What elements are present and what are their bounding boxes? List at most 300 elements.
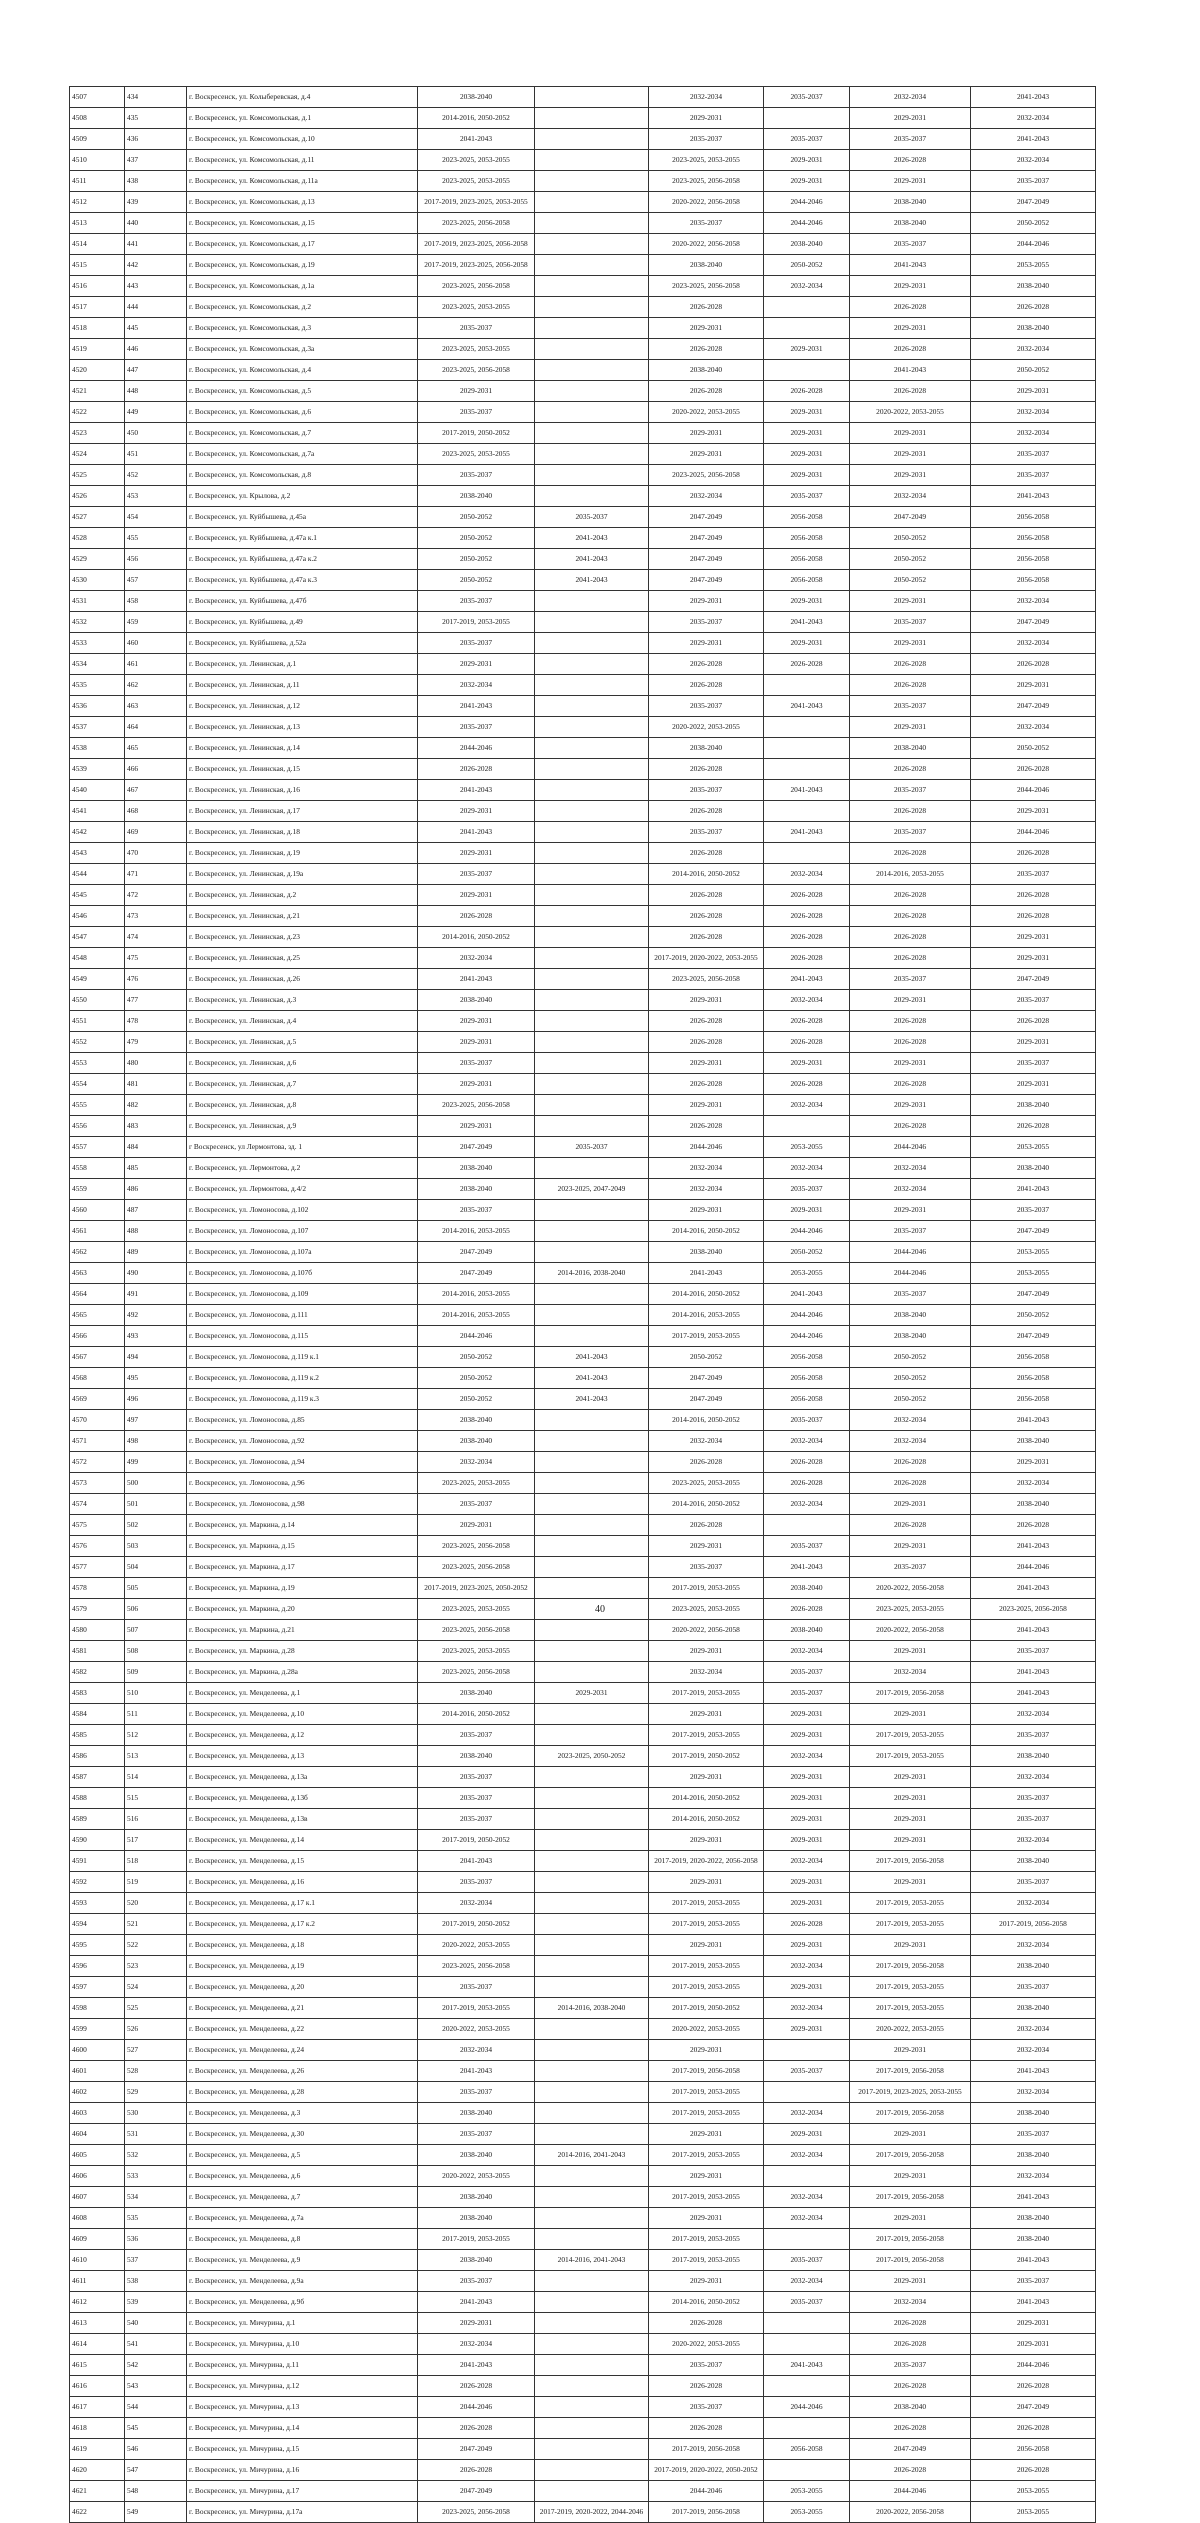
table-cell	[535, 1893, 649, 1914]
table-cell: 456	[125, 549, 187, 570]
table-row	[70, 2250, 1096, 2271]
table-cell	[535, 822, 649, 843]
table-cell: 2041-2043	[971, 2187, 1096, 2208]
capital-repair-schedule-table	[69, 86, 1096, 2523]
table-cell: 515	[125, 1788, 187, 1809]
table-cell: 2014-2016, 2050-2052	[418, 108, 535, 129]
table-cell: 2050-2052	[971, 1305, 1096, 1326]
table-cell: 2017-2019, 2023-2025, 2056-2058	[418, 255, 535, 276]
table-cell: 2041-2043	[418, 1851, 535, 1872]
table-cell	[535, 1620, 649, 1641]
table-cell: 4513	[70, 213, 125, 234]
table-cell: г. Воскресенск, ул. Ленинская, д.7	[187, 1074, 418, 1095]
table-cell: 528	[125, 2061, 187, 2082]
table-cell: 2017-2019, 2053-2055	[649, 2250, 764, 2271]
table-cell: 2032-2034	[971, 2082, 1096, 2103]
table-cell: 2026-2028	[649, 1116, 764, 1137]
table-cell: 2026-2028	[971, 906, 1096, 927]
table-row	[70, 2208, 1096, 2229]
table-cell: 2032-2034	[971, 1704, 1096, 1725]
table-cell: 4573	[70, 1473, 125, 1494]
table-cell: 2035-2037	[418, 1200, 535, 1221]
table-cell	[535, 780, 649, 801]
table-cell: 534	[125, 2187, 187, 2208]
table-cell: 2035-2037	[850, 1284, 971, 1305]
table-cell: г. Воскресенск, ул. Менделеева, д.9а	[187, 2271, 418, 2292]
table-cell	[535, 108, 649, 129]
table-cell	[535, 1935, 649, 1956]
table-cell: г. Воскресенск, ул. Менделеева, д.8	[187, 2229, 418, 2250]
table-cell: 2029-2031	[649, 1053, 764, 1074]
table-cell: 2026-2028	[418, 906, 535, 927]
table-body	[70, 87, 1096, 2523]
table-cell: 457	[125, 570, 187, 591]
table-cell: 4531	[70, 591, 125, 612]
table-cell: г. Воскресенск, ул. Мичурина, д.17а	[187, 2502, 418, 2523]
table-cell	[535, 2103, 649, 2124]
table-row	[70, 234, 1096, 255]
table-cell: 2023-2025, 2056-2058	[418, 213, 535, 234]
table-cell: 2026-2028	[764, 1011, 850, 1032]
table-cell: 4523	[70, 423, 125, 444]
table-cell	[535, 276, 649, 297]
table-cell	[535, 1116, 649, 1137]
table-cell: 2053-2055	[971, 2502, 1096, 2523]
table-cell: 531	[125, 2124, 187, 2145]
table-cell: 2032-2034	[850, 1410, 971, 1431]
table-cell: 4595	[70, 1935, 125, 1956]
table-cell: 2017-2019, 2050-2052	[418, 423, 535, 444]
table-cell: 2032-2034	[850, 1662, 971, 1683]
table-cell: г. Воскресенск, ул. Маркина, д.20	[187, 1599, 418, 1620]
table-row	[70, 2061, 1096, 2082]
table-cell: г. Воскресенск, ул. Ломоносова, д.107	[187, 1221, 418, 1242]
table-cell: 2020-2022, 2056-2058	[850, 1578, 971, 1599]
table-cell: 500	[125, 1473, 187, 1494]
table-cell: 2026-2028	[649, 2376, 764, 2397]
table-row	[70, 1494, 1096, 1515]
table-cell: 2017-2019, 2056-2058	[850, 1851, 971, 1872]
table-cell: 2023-2025, 2056-2058	[418, 1956, 535, 1977]
table-cell	[764, 2229, 850, 2250]
table-cell: 2032-2034	[850, 1158, 971, 1179]
table-cell: 2041-2043	[971, 2061, 1096, 2082]
table-cell: 2026-2028	[850, 906, 971, 927]
table-row	[70, 633, 1096, 654]
table-cell: 2035-2037	[418, 591, 535, 612]
table-cell: 2056-2058	[764, 1368, 850, 1389]
table-cell: 2026-2028	[850, 2334, 971, 2355]
table-cell: 2029-2031	[418, 1074, 535, 1095]
table-cell: 4538	[70, 738, 125, 759]
table-cell: 2029-2031	[764, 1704, 850, 1725]
table-row	[70, 2082, 1096, 2103]
table-row	[70, 1641, 1096, 1662]
table-cell: 2020-2022, 2053-2055	[649, 402, 764, 423]
table-cell: 2029-2031	[764, 339, 850, 360]
table-cell: 2050-2052	[418, 1368, 535, 1389]
table-cell: 440	[125, 213, 187, 234]
table-cell: 2026-2028	[850, 339, 971, 360]
table-cell: 2035-2037	[971, 2271, 1096, 2292]
table-cell: г. Воскресенск, ул. Комсомольская, д.13	[187, 192, 418, 213]
table-cell: 2041-2043	[535, 1389, 649, 1410]
table-row	[70, 1158, 1096, 1179]
table-cell: 2023-2025, 2056-2058	[418, 360, 535, 381]
table-cell: 2035-2037	[971, 1725, 1096, 1746]
table-cell: 2056-2058	[764, 2439, 850, 2460]
table-cell: 474	[125, 927, 187, 948]
table-cell: 2032-2034	[649, 1662, 764, 1683]
table-cell: 2032-2034	[649, 1158, 764, 1179]
table-cell: 2017-2019, 2056-2058	[649, 2502, 764, 2523]
table-cell: 2026-2028	[850, 1452, 971, 1473]
table-cell: 2023-2025, 2056-2058	[971, 1599, 1096, 1620]
table-cell: 2017-2019, 2020-2022, 2050-2052	[649, 2460, 764, 2481]
table-cell: 2023-2025, 2056-2058	[649, 465, 764, 486]
table-cell: 2044-2046	[649, 2481, 764, 2502]
table-cell: 2032-2034	[971, 633, 1096, 654]
table-cell: 4511	[70, 171, 125, 192]
table-cell: 517	[125, 1830, 187, 1851]
table-cell: 2026-2028	[971, 885, 1096, 906]
table-cell	[535, 633, 649, 654]
table-cell: 2041-2043	[418, 129, 535, 150]
table-cell: 2014-2016, 2038-2040	[535, 1998, 649, 2019]
table-cell: 501	[125, 1494, 187, 1515]
table-cell: 498	[125, 1431, 187, 1452]
table-cell: 2029-2031	[764, 1977, 850, 1998]
table-cell: 2017-2019, 2053-2055	[850, 1725, 971, 1746]
table-cell	[535, 1473, 649, 1494]
table-cell: 2047-2049	[418, 1263, 535, 1284]
table-cell: 2029-2031	[971, 2334, 1096, 2355]
table-cell: 2038-2040	[418, 2145, 535, 2166]
table-cell: 2035-2037	[418, 1725, 535, 1746]
table-row	[70, 2103, 1096, 2124]
table-cell: 4571	[70, 1431, 125, 1452]
table-cell: 2038-2040	[850, 213, 971, 234]
table-cell: 2041-2043	[535, 1368, 649, 1389]
table-row	[70, 1557, 1096, 1578]
table-cell: г. Воскресенск, ул. Комсомольская, д.5	[187, 381, 418, 402]
table-cell: г. Воскресенск, ул. Менделеева, д.17 к.1	[187, 1893, 418, 1914]
table-cell: 434	[125, 87, 187, 108]
table-cell: 4578	[70, 1578, 125, 1599]
table-cell: 4586	[70, 1746, 125, 1767]
table-row	[70, 1935, 1096, 1956]
table-cell: 4569	[70, 1389, 125, 1410]
table-cell: 2017-2019, 2053-2055	[850, 1998, 971, 2019]
table-cell	[535, 654, 649, 675]
table-cell: 2035-2037	[850, 1221, 971, 1242]
table-cell	[535, 297, 649, 318]
table-cell: 2026-2028	[971, 759, 1096, 780]
table-cell	[535, 1431, 649, 1452]
table-row	[70, 2502, 1096, 2523]
table-cell	[535, 1326, 649, 1347]
table-cell: 544	[125, 2397, 187, 2418]
table-cell	[535, 444, 649, 465]
table-cell: 4608	[70, 2208, 125, 2229]
table-cell: 4606	[70, 2166, 125, 2187]
table-row	[70, 696, 1096, 717]
table-cell: 2014-2016, 2050-2052	[649, 1788, 764, 1809]
table-cell: г. Воскресенск, ул. Ленинская, д.8	[187, 1095, 418, 1116]
table-cell: 2017-2019, 2053-2055	[649, 1893, 764, 1914]
table-cell	[764, 717, 850, 738]
table-cell: г. Воскресенск, ул. Ленинская, д.26	[187, 969, 418, 990]
table-cell: 2029-2031	[850, 2040, 971, 2061]
table-cell: 2020-2022, 2053-2055	[649, 717, 764, 738]
table-cell: г. Воскресенск, ул. Ломоносова, д.102	[187, 1200, 418, 1221]
table-cell: 4597	[70, 1977, 125, 1998]
table-cell: 2032-2034	[971, 423, 1096, 444]
table-cell	[535, 381, 649, 402]
table-row	[70, 297, 1096, 318]
table-row	[70, 2418, 1096, 2439]
table-cell: 2038-2040	[971, 1851, 1096, 1872]
table-cell: 2014-2016, 2053-2055	[649, 1305, 764, 1326]
table-row	[70, 2355, 1096, 2376]
table-cell: 2023-2025, 2056-2058	[418, 2502, 535, 2523]
table-cell: 2038-2040	[850, 738, 971, 759]
table-cell: 2032-2034	[971, 402, 1096, 423]
table-cell: 2026-2028	[649, 381, 764, 402]
table-cell: 444	[125, 297, 187, 318]
table-cell: 2026-2028	[850, 1032, 971, 1053]
table-cell	[764, 2334, 850, 2355]
table-cell: 2029-2031	[850, 2208, 971, 2229]
table-cell: г. Воскресенск, ул. Ломоносова, д.98	[187, 1494, 418, 1515]
table-cell: 2020-2022, 2053-2055	[850, 2019, 971, 2040]
table-cell: 2035-2037	[764, 2292, 850, 2313]
table-cell	[535, 675, 649, 696]
table-cell: 2041-2043	[971, 2292, 1096, 2313]
table-cell: 2035-2037	[649, 696, 764, 717]
table-cell: г. Воскресенск, ул. Ломоносова, д.119 к.2	[187, 1368, 418, 1389]
table-cell: 2035-2037	[764, 87, 850, 108]
table-cell: 448	[125, 381, 187, 402]
table-cell: 4529	[70, 549, 125, 570]
table-row	[70, 1893, 1096, 1914]
table-cell: 2029-2031	[649, 2166, 764, 2187]
table-cell: 2044-2046	[418, 1326, 535, 1347]
table-cell: 2044-2046	[764, 192, 850, 213]
table-cell: 529	[125, 2082, 187, 2103]
table-cell: 2038-2040	[418, 87, 535, 108]
table-cell: 2023-2025, 2053-2055	[418, 171, 535, 192]
table-cell	[535, 2313, 649, 2334]
table-cell	[535, 2040, 649, 2061]
table-cell: 2047-2049	[649, 528, 764, 549]
table-cell: 4600	[70, 2040, 125, 2061]
table-cell: 2029-2031	[850, 1767, 971, 1788]
table-row	[70, 1095, 1096, 1116]
table-cell: г. Воскресенск, ул. Мичурина, д.10	[187, 2334, 418, 2355]
table-row	[70, 2124, 1096, 2145]
table-row	[70, 1410, 1096, 1431]
table-cell: 2020-2022, 2056-2058	[850, 1620, 971, 1641]
table-cell: г. Воскресенск, ул. Менделеева, д.16	[187, 1872, 418, 1893]
table-cell: 4519	[70, 339, 125, 360]
table-row	[70, 2271, 1096, 2292]
table-cell: 2029-2031	[850, 591, 971, 612]
table-cell: г. Воскресенск, ул. Ленинская, д.9	[187, 1116, 418, 1137]
table-cell	[764, 297, 850, 318]
table-cell: г. Воскресенск, ул. Менделеева, д.13а	[187, 1767, 418, 1788]
table-cell: 4567	[70, 1347, 125, 1368]
table-cell: 2032-2034	[850, 1179, 971, 1200]
table-cell: 2035-2037	[418, 717, 535, 738]
table-cell: 2044-2046	[764, 2397, 850, 2418]
table-row	[70, 2187, 1096, 2208]
table-cell: г. Воскресенск, ул. Мичурина, д.12	[187, 2376, 418, 2397]
table-cell: 2014-2016, 2050-2052	[649, 1494, 764, 1515]
table-cell: г. Воскресенск, ул. Ленинская, д.25	[187, 948, 418, 969]
table-cell: 2035-2037	[418, 633, 535, 654]
table-cell: 2020-2022, 2056-2058	[850, 2502, 971, 2523]
table-row	[70, 276, 1096, 297]
page-number: 40	[595, 1604, 605, 1615]
table-cell: 2020-2022, 2056-2058	[649, 192, 764, 213]
table-cell: 2041-2043	[418, 2292, 535, 2313]
table-cell: г. Воскресенск, ул. Маркина, д.28а	[187, 1662, 418, 1683]
table-row	[70, 171, 1096, 192]
table-cell: 2029-2031	[649, 108, 764, 129]
table-cell	[535, 1830, 649, 1851]
table-cell: 2038-2040	[418, 2187, 535, 2208]
table-row	[70, 1284, 1096, 1305]
table-row	[70, 1242, 1096, 1263]
table-cell: г. Воскресенск, ул. Ломоносова, д.85	[187, 1410, 418, 1431]
table-cell: 452	[125, 465, 187, 486]
table-cell: 2050-2052	[418, 528, 535, 549]
table-cell: 516	[125, 1809, 187, 1830]
table-cell	[535, 1914, 649, 1935]
table-cell: 2029-2031	[649, 2271, 764, 2292]
table-cell: 2026-2028	[649, 1452, 764, 1473]
table-cell: 2032-2034	[850, 486, 971, 507]
table-cell: 2038-2040	[850, 2397, 971, 2418]
table-cell: 472	[125, 885, 187, 906]
table-cell: 2026-2028	[418, 2460, 535, 2481]
table-cell: 475	[125, 948, 187, 969]
table-cell: 2026-2028	[850, 297, 971, 318]
table-cell	[535, 1662, 649, 1683]
table-cell: 2029-2031	[649, 1767, 764, 1788]
table-cell: 2032-2034	[971, 2040, 1096, 2061]
table-cell	[535, 591, 649, 612]
table-cell	[535, 612, 649, 633]
table-row	[70, 2397, 1096, 2418]
table-cell: 2032-2034	[850, 1431, 971, 1452]
table-cell: 2056-2058	[971, 2439, 1096, 2460]
table-cell: 2023-2025, 2053-2055	[649, 1473, 764, 1494]
table-row	[70, 780, 1096, 801]
table-cell: 2053-2055	[764, 2502, 850, 2523]
table-cell: 2035-2037	[850, 822, 971, 843]
table-cell: 2026-2028	[850, 885, 971, 906]
table-row	[70, 1620, 1096, 1641]
table-cell: 2035-2037	[418, 1788, 535, 1809]
table-cell	[535, 1578, 649, 1599]
table-row	[70, 255, 1096, 276]
table-row	[70, 864, 1096, 885]
table-cell: 2056-2058	[764, 1389, 850, 1410]
table-cell: 2026-2028	[850, 759, 971, 780]
table-cell: 2038-2040	[649, 738, 764, 759]
table-cell: 2035-2037	[971, 1053, 1096, 1074]
table-cell: 4565	[70, 1305, 125, 1326]
table-row	[70, 1452, 1096, 1473]
table-cell: 2029-2031	[850, 276, 971, 297]
table-cell: 2035-2037	[971, 1977, 1096, 1998]
table-cell	[535, 1956, 649, 1977]
table-cell	[535, 339, 649, 360]
table-cell: 493	[125, 1326, 187, 1347]
table-cell: г. Воскресенск, ул. Ленинская, д.2	[187, 885, 418, 906]
table-cell: 2041-2043	[764, 612, 850, 633]
table-cell: г. Воскресенск, ул. Ленинская, д.23	[187, 927, 418, 948]
table-cell: 527	[125, 2040, 187, 2061]
table-cell: 471	[125, 864, 187, 885]
table-cell: 2050-2052	[971, 738, 1096, 759]
table-cell: 2026-2028	[971, 2460, 1096, 2481]
table-cell: 2014-2016, 2050-2052	[649, 1809, 764, 1830]
table-cell: 4601	[70, 2061, 125, 2082]
table-row	[70, 2040, 1096, 2061]
table-cell	[535, 2460, 649, 2481]
table-cell: 2023-2025, 2056-2058	[418, 1536, 535, 1557]
table-cell	[535, 1704, 649, 1725]
table-cell: 2035-2037	[418, 1872, 535, 1893]
table-cell: г. Воскресенск, ул. Маркина, д.17	[187, 1557, 418, 1578]
table-cell: 489	[125, 1242, 187, 1263]
table-cell: 4613	[70, 2313, 125, 2334]
table-cell: 2032-2034	[649, 87, 764, 108]
table-cell: 2038-2040	[764, 1620, 850, 1641]
table-cell: г. Воскресенск, ул. Ленинская, д.5	[187, 1032, 418, 1053]
table-cell	[535, 213, 649, 234]
table-cell	[535, 948, 649, 969]
table-cell: 4522	[70, 402, 125, 423]
table-row	[70, 2460, 1096, 2481]
table-cell: 4599	[70, 2019, 125, 2040]
table-row	[70, 2376, 1096, 2397]
table-cell: 2038-2040	[418, 990, 535, 1011]
table-cell	[535, 1284, 649, 1305]
table-cell: 4615	[70, 2355, 125, 2376]
table-cell: 2020-2022, 2053-2055	[418, 2019, 535, 2040]
table-cell: 2050-2052	[971, 213, 1096, 234]
table-cell: г. Воскресенск, ул. Менделеева, д.26	[187, 2061, 418, 2082]
table-cell: 2041-2043	[764, 822, 850, 843]
table-cell: 2029-2031	[850, 2124, 971, 2145]
table-cell: 2050-2052	[971, 360, 1096, 381]
table-cell: 4553	[70, 1053, 125, 1074]
table-cell: 469	[125, 822, 187, 843]
table-cell: 2017-2019, 2056-2058	[850, 2145, 971, 2166]
table-cell: 2032-2034	[418, 2040, 535, 2061]
table-cell: 2032-2034	[971, 339, 1096, 360]
table-cell: 2017-2019, 2020-2022, 2056-2058	[649, 1851, 764, 1872]
table-cell: 2026-2028	[850, 1011, 971, 1032]
table-row	[70, 108, 1096, 129]
table-cell: 4579	[70, 1599, 125, 1620]
table-cell: 4583	[70, 1683, 125, 1704]
table-cell: 4619	[70, 2439, 125, 2460]
